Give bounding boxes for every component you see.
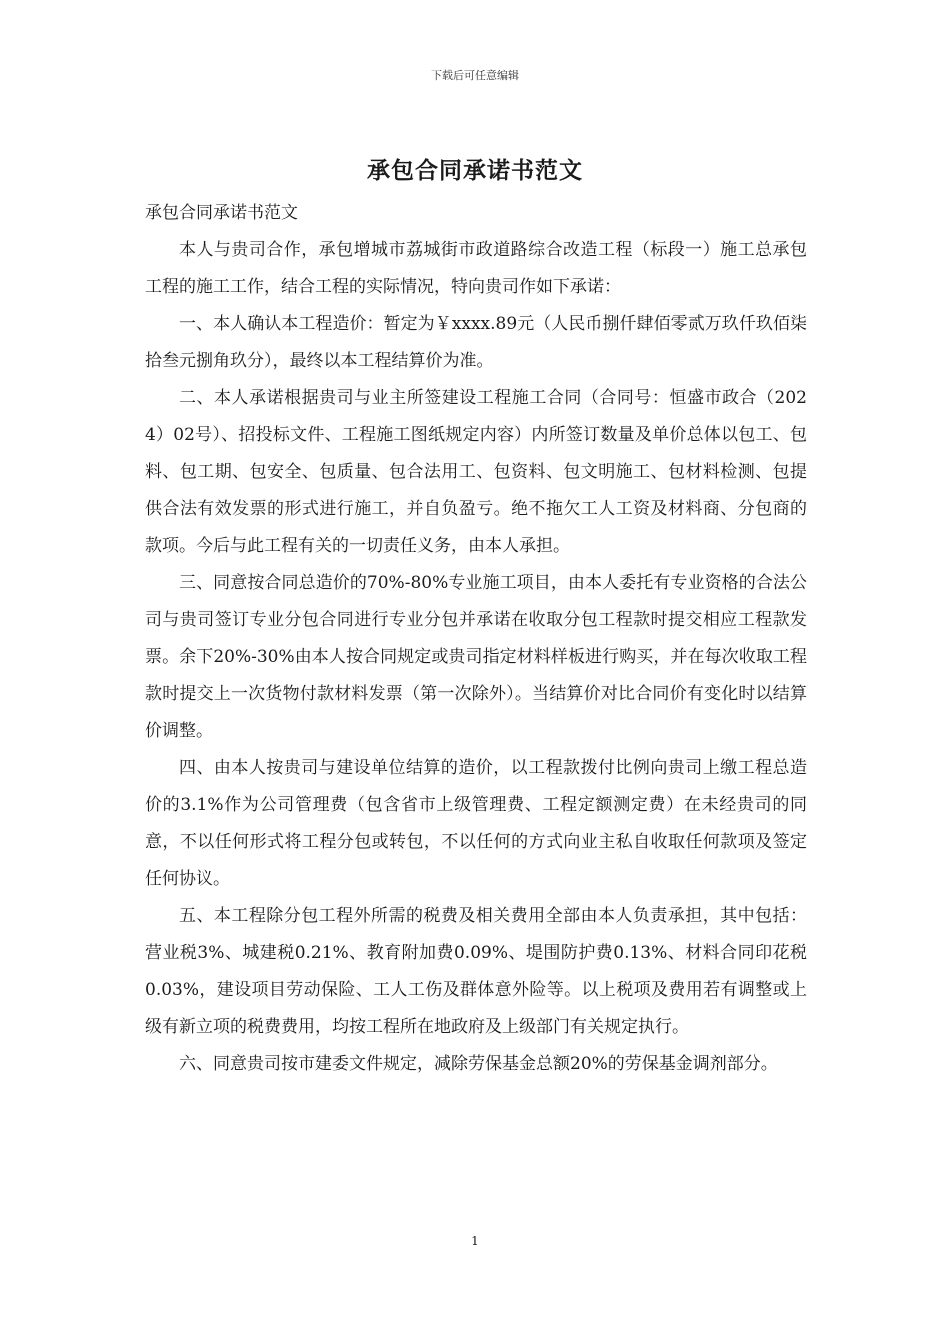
clause-4-paragraph: 四、由本人按贵司与建设单位结算的造价，以工程款拨付比例向贵司上缴工程总造价的3.1%作为公司管理费（包含省市上级管理费、工程定额测定费）在未经贵司的同意，不以任何形式将工程分包或转包，不以任何的方式向业主私自收取任何款项及签定任何协议。 [145, 758, 807, 889]
document-body [145, 195, 807, 1083]
clause-2-paragraph: 二、本人承诺根据贵司与业主所签建设工程施工合同（合同号：恒盛市政合（2024）02号）、招投标文件、工程施工图纸规定内容）内所签订数量及单价总体以包工、包料、包工期、包安全、包质量、包合法用工、包资料、包文明施工、包材料检测、包提供合法有效发票的形式进行施工，并自负盈亏。绝不拖欠工人工资及材料商、分包商的款项。今后与此工程有关的一切责任义务，由本人承担。 [145, 388, 807, 556]
header-note: 下载后可任意编辑 [431, 69, 519, 82]
subtitle-paragraph: 承包合同承诺书范文 [145, 203, 298, 223]
document-title: 承包合同承诺书范文 [367, 157, 583, 184]
clause-6-paragraph: 六、同意贵司按市建委文件规定，减除劳保基金总额20%的劳保基金调剂部分。 [179, 1054, 778, 1074]
clause-3-paragraph: 三、同意按合同总造价的70%-80%专业施工项目，由本人委托有专业资格的合法公司与贵司签订专业分包合同进行专业分包并承诺在收取分包工程款时提交相应工程款发票。余下20%-30%由本人按合同规定或贵司指定材料样板进行购买，并在每次收取工程款时提交上一次货物付款材料发票（第一次除外）。当结算价对比合同价有变化时以结算价调整。 [145, 573, 807, 741]
intro-paragraph: 本人与贵司合作，承包增城市荔城街市政道路综合改造工程（标段一）施工总承包工程的施工工作，结合工程的实际情况，特向贵司作如下承诺： [145, 240, 807, 297]
page-number: 1 [471, 1234, 479, 1248]
clause-1-paragraph: 一、本人确认本工程造价：暂定为￥xxxx.89元（人民币捌仟肆佰零贰万玖仟玖佰柒拾叁元捌角玖分），最终以本工程结算价为准。 [145, 314, 807, 371]
clause-5-paragraph: 五、本工程除分包工程外所需的税费及相关费用全部由本人负责承担，其中包括：营业税3%、城建税0.21%、教育附加费0.09%、堤围防护费0.13%、材料合同印花税0.03%，建设项目劳动保险、工人工伤及群体意外险等。以上税项及费用若有调整或上级有新立项的税费费用，均按工程所在地政府及上级部门有关规定执行。 [145, 906, 807, 1037]
